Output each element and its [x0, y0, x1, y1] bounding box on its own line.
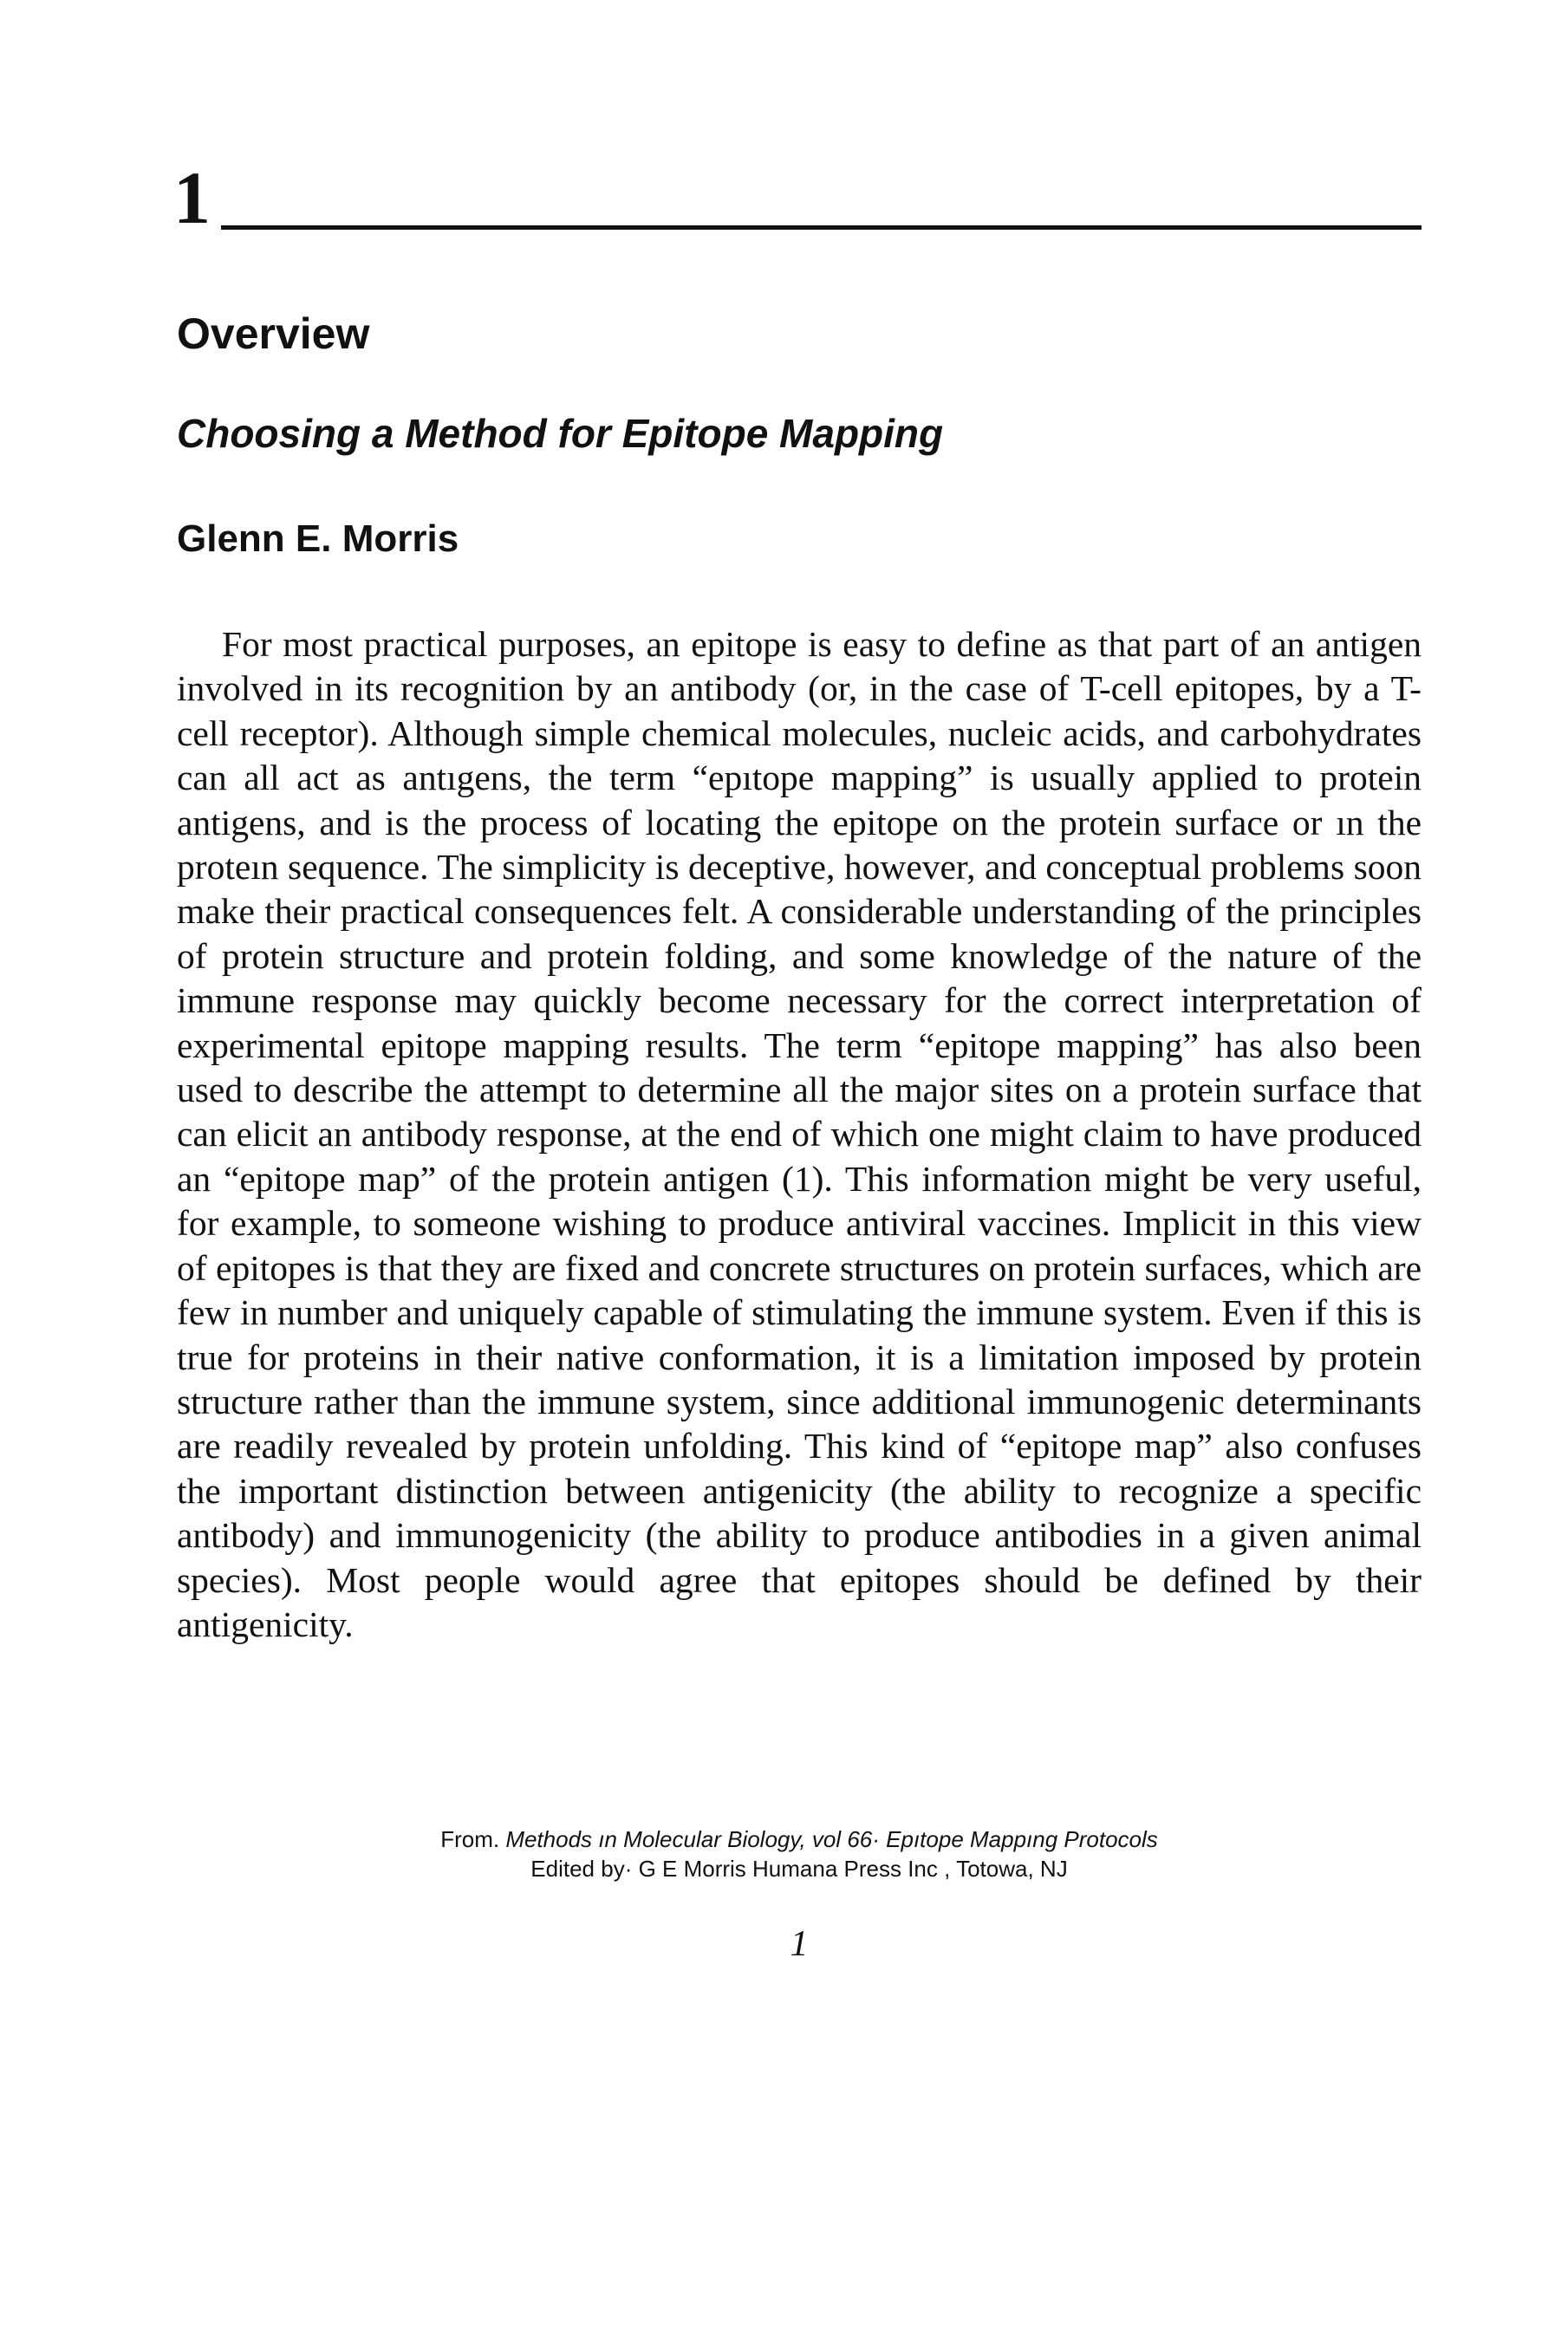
chapter-rule	[221, 225, 1422, 230]
body-paragraph: For most practical purposes, an epitope is easy to define as that part of an antigen involved in its recognition by an antibody (or, in the case of T-cell epitopes, by a T-cell receptor). Although simple chemical molecules, nucleic acids, and carbohydrates can all act as antıgens, the term “epıtope mapping” is usually applied to protein antigens, and is the process of locating the epitope on the protein surface or ın the proteın sequence. The simplicity is deceptive, however, and conceptual problems soon make their practical consequences felt. A considerable understanding of the principles of protein structure and protein folding, and some knowledge of the nature of the immune response may quickly become necessary for the correct interpretation of experimental epitope mapping results. The term “epitope mapping” has also been used to describe the attempt to determine all the major sites on a protein surface that can elicit an antibody response, at the end of which one might claim to have produced an “epitope map” of the protein antigen (1). This information might be very useful, for example, to someone wishing to produce antiviral vaccines. Implicit in this view of epitopes is that they are fixed and concrete structures on protein surfaces, which are few in number and uniquely capable of stimulating the immune system. Even if this is true for proteins in their native conformation, it is a limitation imposed by protein structure rather than the immune system, since additional immunogenic determinants are readily revealed by protein unfolding. This kind of “epitope map” also confuses the important distinction between antigenicity (the ability to recognize a specific antibody) and immunogenicity (the ability to produce antibodies in a given animal species). Most people would agree that epitopes should be defined by their antigenicity.	[177, 624, 1422, 1644]
citation-from-label: From.	[440, 1826, 500, 1852]
chapter-number: 1	[173, 156, 211, 239]
page-number: 1	[790, 1924, 809, 1964]
citation-source-line	[177, 1824, 1422, 1854]
citation-block	[177, 1824, 1422, 1883]
citation-edited-by: Edited by· G E Morris Humana Press Inc , Totowa, NJ	[530, 1856, 1068, 1882]
citation-source: Methods ın Molecular Biology, vol 66· Epıtope Mappıng Protocols	[505, 1826, 1158, 1852]
chapter-header	[173, 156, 1422, 243]
chapter-subtitle: Choosing a Method for Epitope Mapping	[177, 411, 944, 456]
chapter-author: Glenn E. Morris	[177, 517, 459, 560]
chapter-title: Overview	[177, 309, 370, 358]
